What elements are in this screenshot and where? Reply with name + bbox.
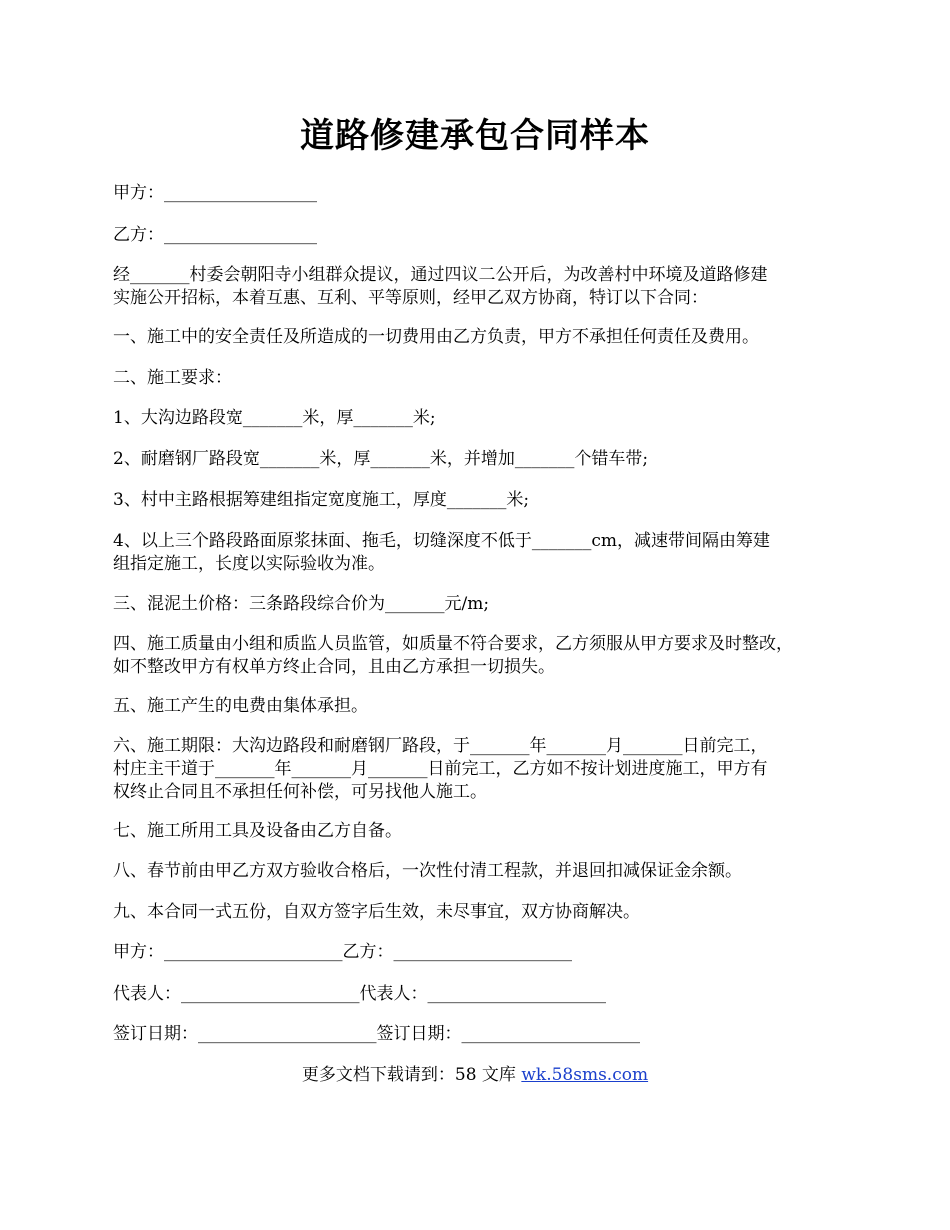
signature-representative-line: 代表人：_____________________代表人：_____________________ — [113, 984, 606, 1004]
clause-1: 一、施工中的安全责任及所造成的一切费用由乙方负责，甲方不承担任何责任及费用。 — [113, 327, 759, 347]
requirement-4: 4、以上三个路段路面原浆抹面、拖毛，切缝深度不低于_______cm，减速带间隔由筹建 组指定施工，长度以实际验收为准。 — [113, 531, 770, 574]
footer — [0, 1064, 950, 1087]
footer-link[interactable]: wk.58sms.com — [521, 1065, 649, 1085]
signature-date-line: 签订日期：_____________________签订日期：_____________________ — [113, 1024, 640, 1044]
preamble-paragraph: 经_______村委会朝阳寺小组群众提议，通过四议二公开后，为改善村中环境及道路修建 实施公开招标，本着互惠、互利、平等原则，经甲乙双方协商，特订以下合同： — [113, 265, 768, 308]
clause-9: 九、本合同一式五份，自双方签字后生效，未尽事宜，双方协商解决。 — [113, 902, 640, 922]
party-b-line: 乙方：__________________ — [113, 225, 317, 245]
party-a-line: 甲方：__________________ — [113, 183, 317, 203]
clause-7: 七、施工所用工具及设备由乙方自备。 — [113, 821, 402, 841]
clause-2-heading: 二、施工要求： — [113, 368, 232, 388]
requirement-2: 2、耐磨钢厂路段宽_______米，厚_______米，并增加_______个错车带; — [113, 449, 649, 469]
requirement-3: 3、村中主路根据筹建组指定宽度施工，厚度_______米; — [113, 490, 530, 510]
document-title: 道路修建承包合同样本 — [300, 116, 650, 156]
clause-6: 六、施工期限：大沟边路段和耐磨钢厂路段，于_______年_______月_______日前完工， 村庄主干道于_______年_______月_______日前完工，乙方如不按计划进度施工，甲方有 权终止合同且不承担任何补偿，可另找他人施工。 — [113, 736, 768, 802]
clause-5: 五、施工产生的电费由集体承担。 — [113, 696, 368, 716]
clause-3: 三、混泥土价格：三条路段综合价为_______元/m; — [113, 594, 490, 614]
signature-party-line: 甲方：_____________________乙方：_____________________ — [113, 942, 572, 962]
requirement-1: 1、大沟边路段宽_______米，厚_______米; — [113, 408, 436, 428]
clause-8: 八、春节前由甲乙方双方验收合格后，一次性付清工程款，并退回扣减保证金余额。 — [113, 861, 742, 881]
footer-text: 更多文档下载请到：58 文库 — [301, 1065, 522, 1085]
clause-4: 四、施工质量由小组和质监人员监管，如质量不符合要求，乙方须服从甲方要求及时整改， 如不整改甲方有权单方终止合同，且由乙方承担一切损失。 — [113, 634, 793, 677]
